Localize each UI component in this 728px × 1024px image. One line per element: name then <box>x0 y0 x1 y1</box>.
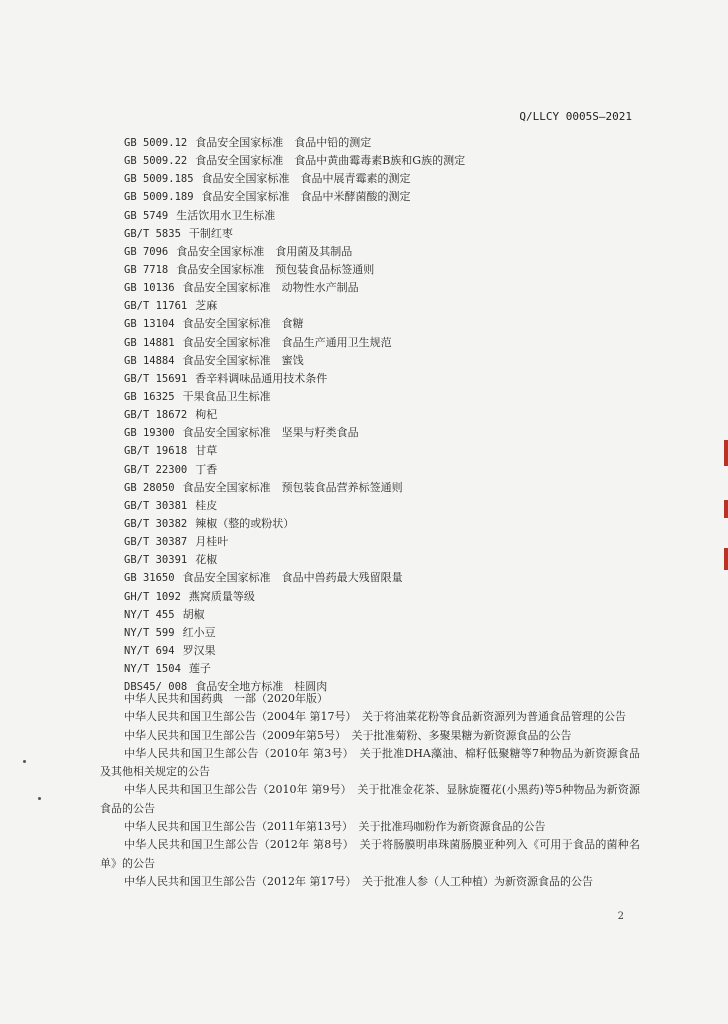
reference-item <box>124 279 638 297</box>
reference-item <box>124 461 638 479</box>
reference-item <box>124 606 638 624</box>
reference-code: GB 16325 <box>124 390 175 403</box>
reference-item <box>124 588 638 606</box>
reference-title: 食品安全国家标准 食糖 <box>182 317 304 331</box>
reference-item <box>124 515 638 533</box>
page-number: 2 <box>617 911 624 922</box>
reference-title: 红小豆 <box>182 625 216 639</box>
reference-title: 生活饮用水卫生标准 <box>176 208 276 222</box>
reference-item <box>124 442 638 460</box>
reference-code: GB 5749 <box>124 209 169 222</box>
notice-list <box>100 690 640 891</box>
reference-code: GB 14884 <box>124 354 175 367</box>
reference-item <box>124 315 638 333</box>
reference-code: GB/T 5835 <box>124 227 181 240</box>
reference-title: 食品安全国家标准 食品中黄曲霉毒素B族和G族的测定 <box>195 154 466 168</box>
notice-item: 中华人民共和国卫生部公告（2004年 第17号） 关于将油菜花粉等食品新资源列为普通食品管理的公告 <box>124 710 626 724</box>
reference-item <box>124 188 638 206</box>
seal-edge-mark <box>724 440 728 466</box>
reference-title: 食品安全国家标准 预包装食品标签通则 <box>176 262 375 276</box>
reference-title: 甘草 <box>195 444 218 458</box>
reference-code: GB/T 30381 <box>124 499 188 512</box>
reference-item <box>124 261 638 279</box>
notice-item: 中华人民共和国卫生部公告（2012年 第8号） 关于将肠膜明串珠菌肠膜亚种列入《可用于食品的菌种名单》的公告 <box>100 838 640 870</box>
reference-title: 燕窝质量等级 <box>188 589 255 603</box>
reference-item <box>124 370 638 388</box>
reference-title: 食品安全国家标准 食品中展青霉素的测定 <box>201 172 411 186</box>
notice-item: 中华人民共和国卫生部公告（2010年 第3号） 关于批准DHA藻油、棉籽低聚糖等7种物品为新资源食品及其他相关规定的公告 <box>100 746 640 779</box>
reference-code: GH/T 1092 <box>124 590 181 603</box>
reference-code: GB 5009.189 <box>124 191 194 204</box>
reference-code: NY/T 1504 <box>124 663 181 676</box>
reference-title: 芝麻 <box>195 299 218 313</box>
reference-title: 食品安全国家标准 食用菌及其制品 <box>176 244 353 258</box>
notice-item: 中华人民共和国卫生部公告（2012年 第17号） 关于批准人参（人工种植）为新资源食品的公告 <box>124 874 593 888</box>
reference-code: GB/T 18672 <box>124 409 188 422</box>
reference-title: 食品安全国家标准 食品生产通用卫生规范 <box>182 335 392 349</box>
reference-title: 食品安全国家标准 预包装食品营养标签通则 <box>182 480 403 494</box>
reference-title: 干制红枣 <box>188 226 233 240</box>
doc-code: Q/LLCY 0005S—2021 <box>519 110 632 123</box>
reference-title: 丁香 <box>195 462 218 476</box>
reference-title: 食品安全地方标准 桂圆肉 <box>195 680 328 694</box>
scan-speck <box>23 760 26 763</box>
reference-code: GB/T 30387 <box>124 536 188 549</box>
reference-item <box>124 497 638 515</box>
reference-title: 桂皮 <box>195 498 218 512</box>
reference-item <box>124 624 638 642</box>
reference-title: 食品安全国家标准 食品中兽药最大残留限量 <box>182 571 403 585</box>
reference-title: 罗汉果 <box>182 643 216 657</box>
reference-title: 花椒 <box>195 553 218 567</box>
reference-title: 莲子 <box>188 662 211 676</box>
reference-code: NY/T 455 <box>124 608 175 621</box>
reference-item <box>124 134 638 152</box>
reference-item <box>124 642 638 660</box>
reference-item <box>124 170 638 188</box>
reference-code: GB/T 11761 <box>124 300 188 313</box>
reference-code: GB/T 30382 <box>124 517 188 530</box>
reference-title: 枸杞 <box>195 408 218 422</box>
reference-item <box>124 406 638 424</box>
reference-code: GB/T 19618 <box>124 445 188 458</box>
scan-speck <box>38 797 41 800</box>
reference-item <box>124 424 638 442</box>
reference-code: GB 7096 <box>124 245 169 258</box>
reference-code: NY/T 694 <box>124 644 175 657</box>
seal-edge-mark <box>724 548 728 570</box>
reference-item <box>124 207 638 225</box>
reference-title: 食品安全国家标准 蜜饯 <box>182 353 304 367</box>
reference-code: NY/T 599 <box>124 626 175 639</box>
reference-title: 食品安全国家标准 坚果与籽类食品 <box>182 426 359 440</box>
reference-code: GB 5009.22 <box>124 155 188 168</box>
reference-title: 食品安全国家标准 食品中米酵菌酸的测定 <box>201 190 411 204</box>
reference-code: GB 5009.185 <box>124 173 194 186</box>
reference-code: GB 10136 <box>124 282 175 295</box>
reference-title: 食品安全国家标准 动物性水产制品 <box>182 281 359 295</box>
reference-code: GB 5009.12 <box>124 137 188 149</box>
reference-code: GB 28050 <box>124 481 175 494</box>
reference-list <box>124 134 638 696</box>
reference-item <box>124 243 638 261</box>
reference-item <box>124 352 638 370</box>
reference-code: GB 14881 <box>124 336 175 349</box>
reference-item <box>124 152 638 170</box>
reference-item <box>124 334 638 352</box>
reference-item <box>124 225 638 243</box>
reference-code: GB 31650 <box>124 572 175 585</box>
reference-item <box>124 660 638 678</box>
reference-code: GB/T 22300 <box>124 463 188 476</box>
notice-item: 中华人民共和国卫生部公告（2010年 第9号） 关于批准金花茶、显脉旋覆花(小黑药)等5种物品为新资源食品的公告 <box>100 783 640 815</box>
reference-code: GB 13104 <box>124 318 175 331</box>
reference-title: 干果食品卫生标准 <box>182 389 271 403</box>
reference-item <box>124 388 638 406</box>
reference-code: GB 19300 <box>124 427 175 440</box>
reference-item <box>124 479 638 497</box>
reference-title: 胡椒 <box>182 607 205 621</box>
reference-code: GB/T 30391 <box>124 554 188 567</box>
reference-item <box>124 533 638 551</box>
reference-code: GB/T 15691 <box>124 372 188 385</box>
reference-code: DBS45/ 008 <box>124 681 188 694</box>
notice-item: 中华人民共和国卫生部公告（2011年第13号） 关于批准玛咖粉作为新资源食品的公告 <box>124 820 546 834</box>
seal-edge-mark <box>724 500 728 518</box>
reference-item <box>124 569 638 587</box>
reference-title: 月桂叶 <box>195 535 229 549</box>
reference-title: 食品安全国家标准 食品中铅的测定 <box>195 136 372 149</box>
reference-item <box>124 297 638 315</box>
reference-code: GB 7718 <box>124 263 169 276</box>
reference-title: 香辛料调味品通用技术条件 <box>195 371 328 385</box>
notice-item: 中华人民共和国药典 一部（2020年版） <box>124 692 328 705</box>
notice-item: 中华人民共和国卫生部公告（2009年第5号） 关于批准菊粉、多聚果糖为新资源食品的公告 <box>124 728 572 742</box>
reference-item <box>124 551 638 569</box>
reference-title: 辣椒（整的或粉状） <box>195 516 295 530</box>
